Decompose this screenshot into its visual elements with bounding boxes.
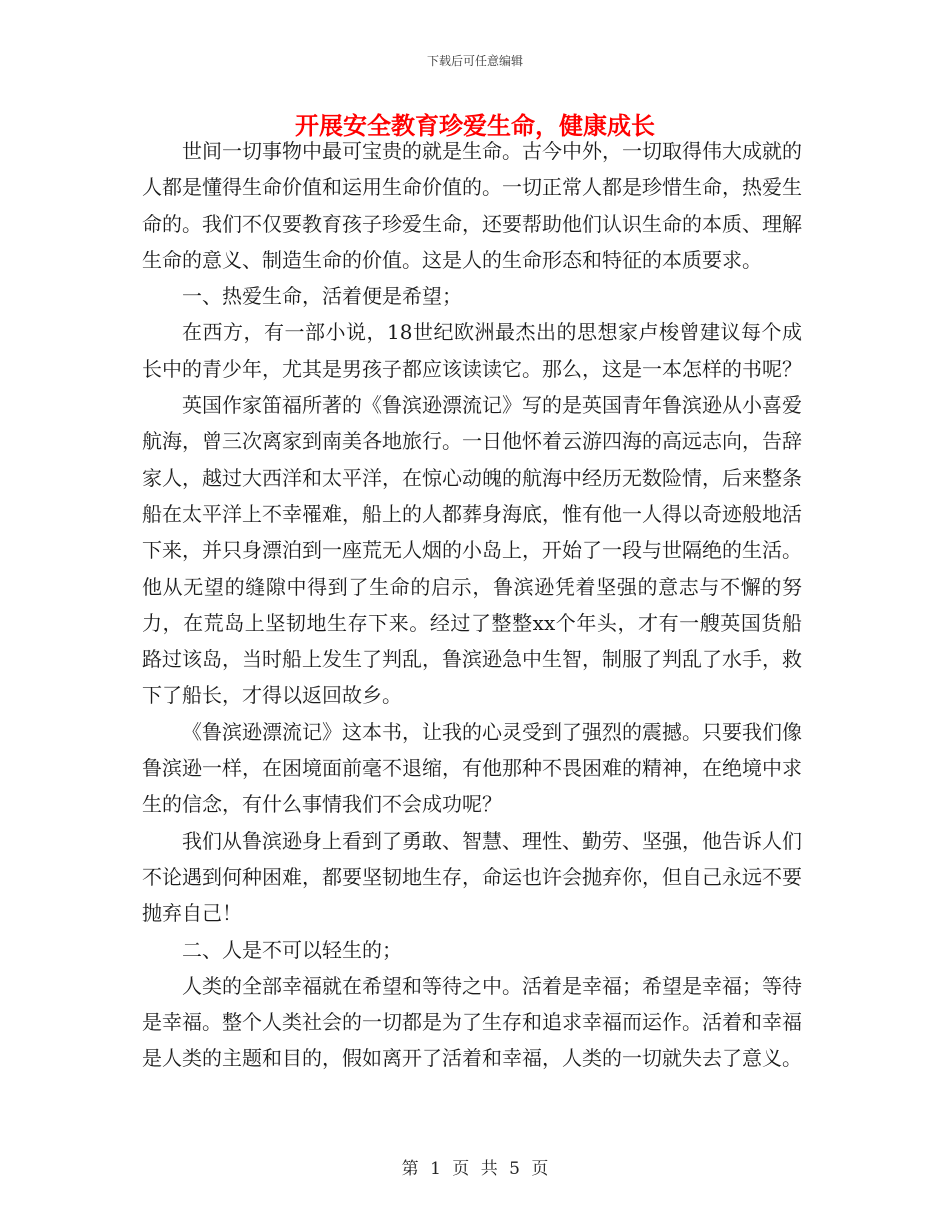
paragraph-west-novel: 在西方，有一部小说，18世纪欧洲最杰出的思想家卢梭曾建议每个成长中的青少年，尤其是男孩子都应该读读它。那么，这是一本怎样的书呢？	[142, 320, 802, 381]
section-heading-1: 一、热爱生命，活着便是希望；	[182, 284, 462, 309]
document-title: 开展安全教育珍爱生命，健康成长	[295, 111, 655, 140]
header-note: 下载后可任意编辑	[426, 54, 523, 68]
paragraph-happiness: 人类的全部幸福就在希望和等待之中。活着是幸福；希望是幸福；等待是幸福。整个人类社会的一切都是为了生存和追求幸福而运作。活着和幸福是人类的主题和目的，假如离开了活着和幸福，人类的一切就失去了意义。	[142, 973, 802, 1071]
paragraph-robinson-story: 英国作家笛福所著的《鲁滨逊漂流记》写的是英国青年鲁滨逊从小喜爱航海，曾三次离家到南美各地旅行。一日他怀着云游四海的高远志向，告辞家人，越过大西洋和太平洋，在惊心动魄的航海中经历无数险情，后来整条船在太平洋上不幸罹难，船上的人都葬身海底，惟有他一人得以奇迹般地活下来，并只身漂泊到一座荒无人烟的小岛上，开始了一段与世隔绝的生活。他从无望的缝隙中得到了生命的启示，鲁滨逊凭着坚强的意志与不懈的努力，在荒岛上坚韧地生存下来。经过了整整xx个年头，才有一艘英国货船路过该岛，当时船上发生了判乱，鲁滨逊急中生智，制服了判乱了水手，救下了船长，才得以返回故乡。	[142, 393, 802, 708]
page-number-footer: 第 1 页 共 5 页	[401, 1159, 549, 1179]
paragraph-book-impact: 《鲁滨逊漂流记》这本书，让我的心灵受到了强烈的震撼。只要我们像鲁滨逊一样，在困境面前毫不退缩，有他那种不畏困难的精神，在绝境中求生的信念，有什么事情我们不会成功呢？	[142, 719, 802, 817]
document-body	[142, 133, 802, 1077]
paragraph-lessons: 我们从鲁滨逊身上看到了勇敢、智慧、理性、勤劳、坚强，他告诉人们不论遇到何种困难，都要坚韧地生存，命运也许会抛弃你，但自己永远不要抛弃自己！	[142, 828, 802, 926]
section-heading-2: 二、人是不可以轻生的；	[182, 937, 402, 962]
paragraph-intro: 世间一切事物中最可宝贵的就是生命。古今中外，一切取得伟大成就的人都是懂得生命价值和运用生命价值的。一切正常人都是珍惜生命，热爱生命的。我们不仅要教育孩子珍爱生命，还要帮助他们认识生命的本质、理解生命的意义、制造生命的价值。这是人的生命形态和特征的本质要求。	[142, 139, 802, 272]
